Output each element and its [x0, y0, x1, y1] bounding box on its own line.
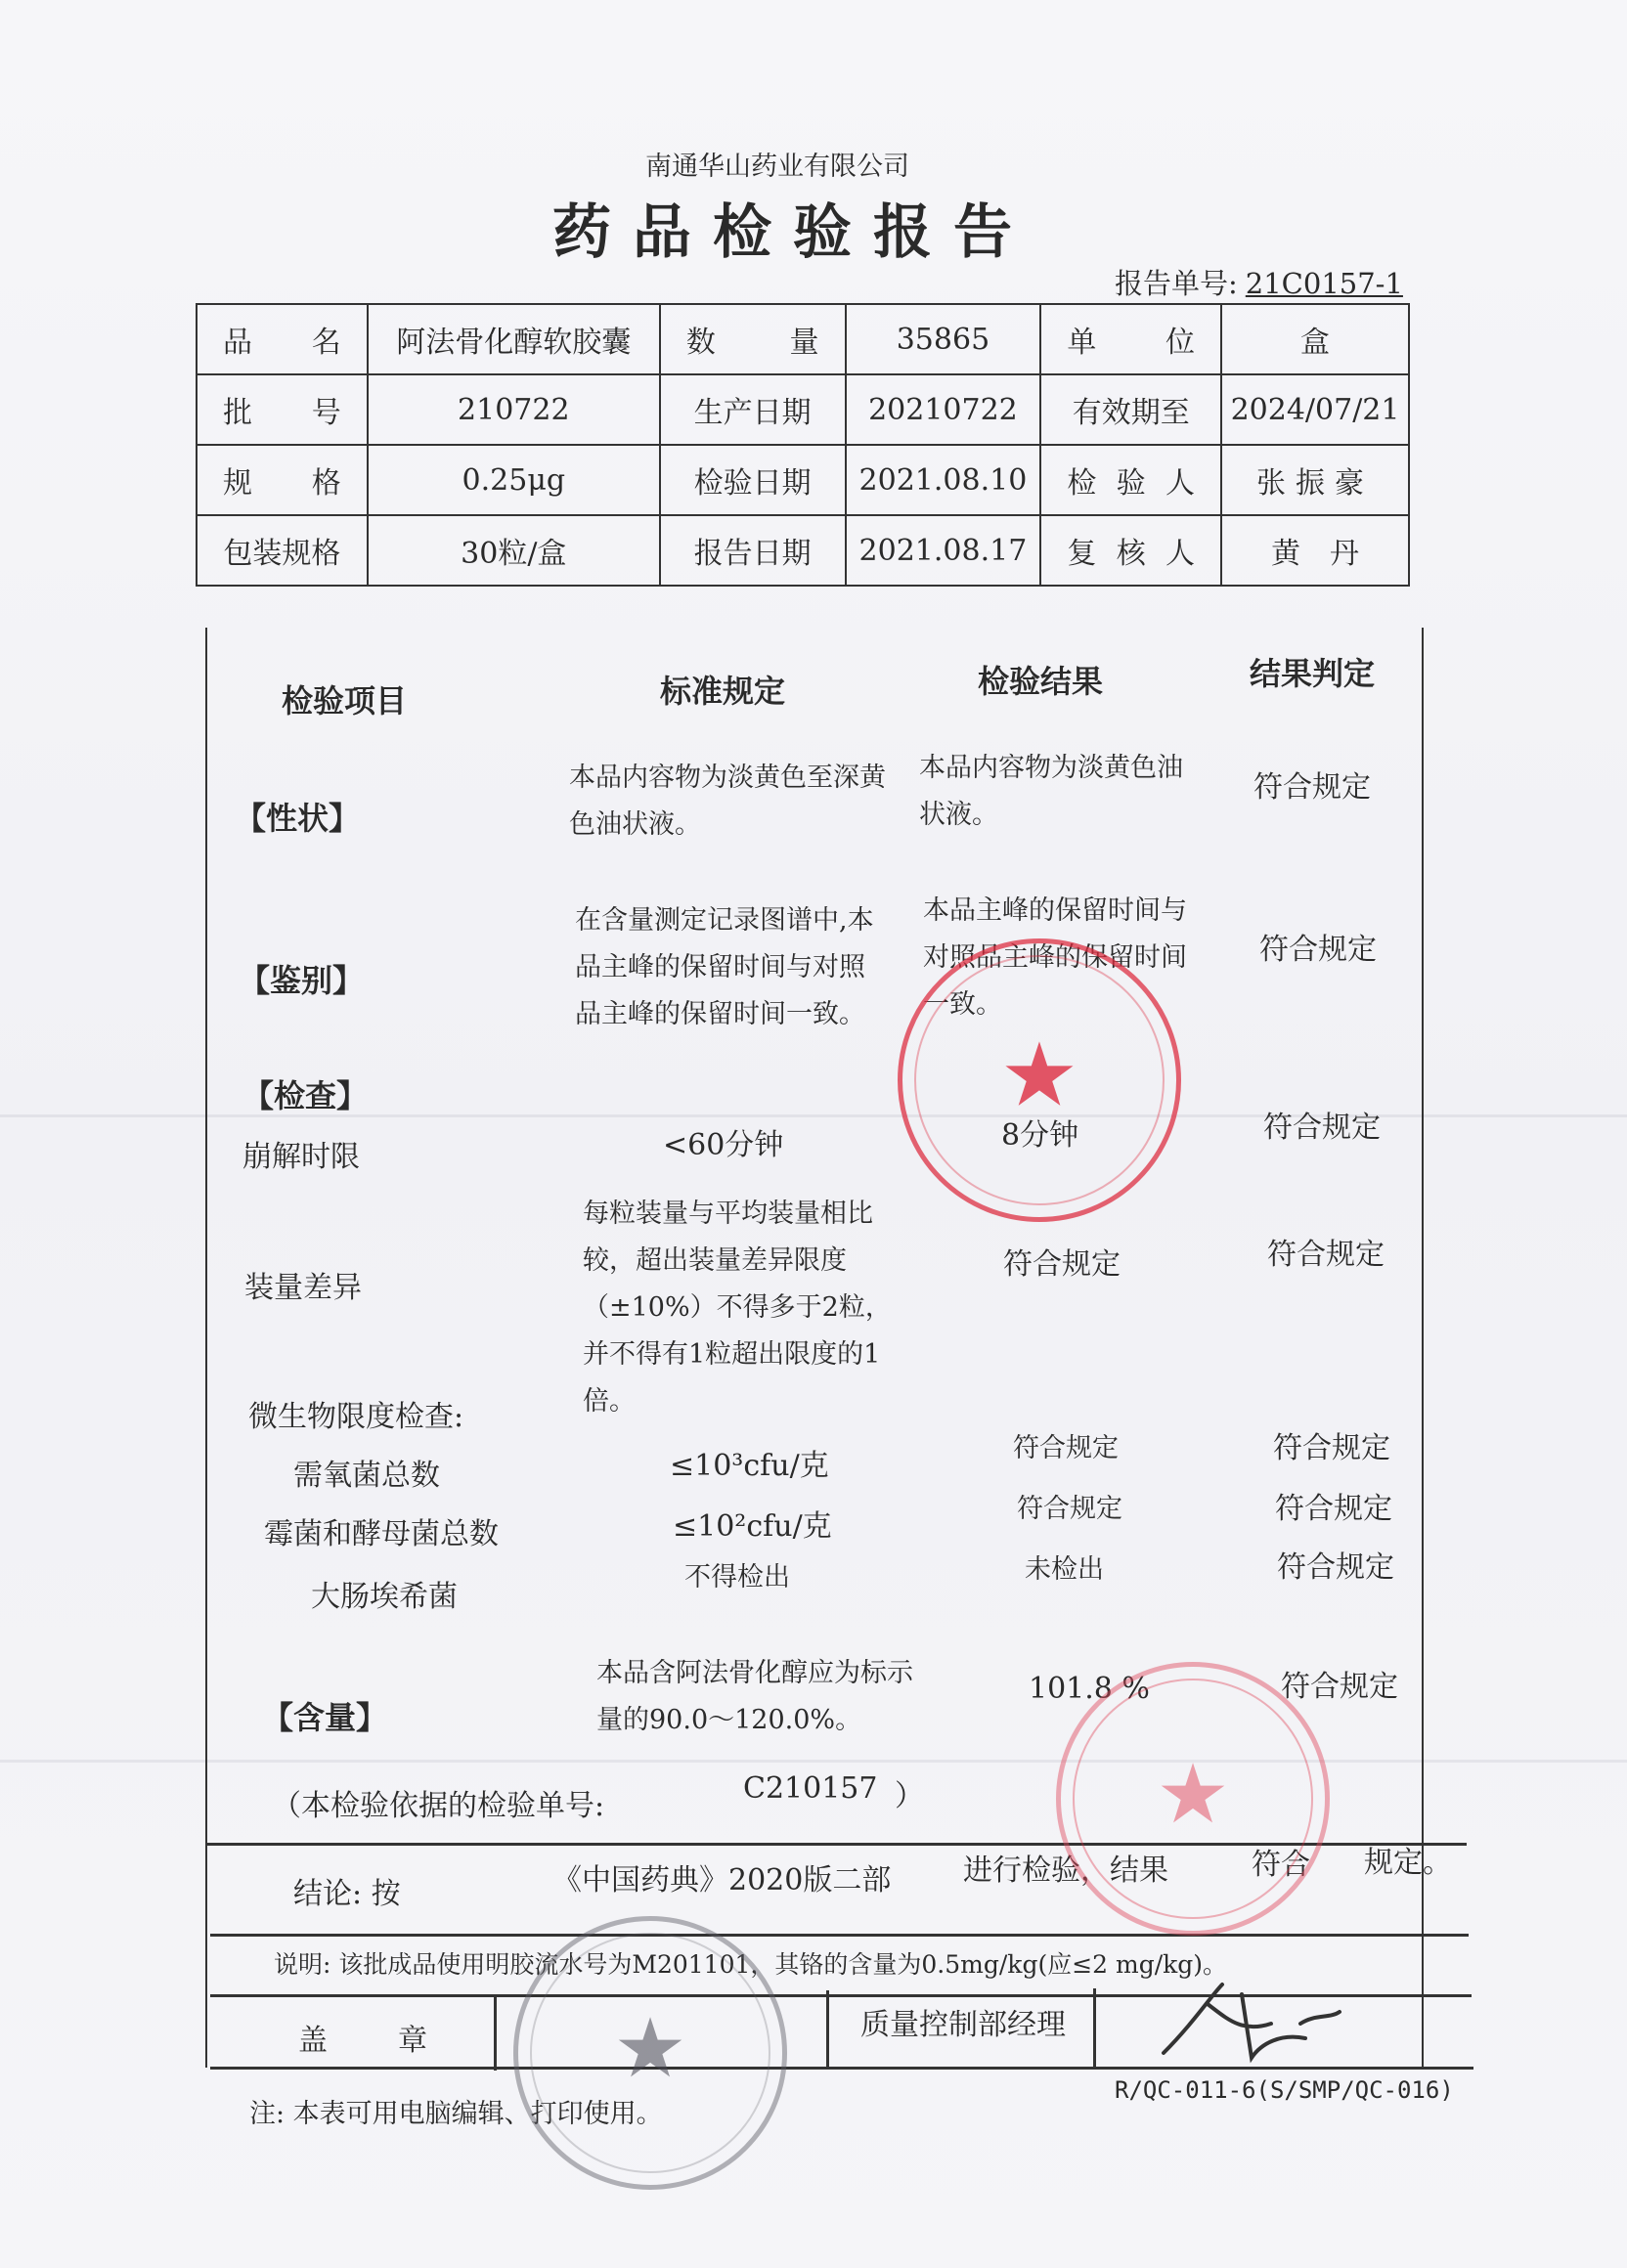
company-name: 南通华山药业有限公司 [645, 152, 909, 182]
judge-ecoli: 符合规定 [1277, 1550, 1394, 1585]
std-character: 本品内容物为淡黄色至深黄色油状液。 [569, 763, 886, 840]
report-number-label: 报告单号: [1115, 267, 1238, 300]
note-text: 说明: 该批成品使用明胶流水号为M201101，其铬的含量为0.5mg/kg(应≤2 mg/kg)。 [274, 1950, 1228, 1979]
package-value: 30粒/盒 [368, 515, 660, 586]
report-number-value: 21C0157-1 [1245, 267, 1403, 300]
std-mold-yeast: ≤10²cfu/克 [673, 1509, 832, 1544]
reviewer-label: 复核人 [1040, 515, 1221, 586]
result-fill-variation: 符合规定 [1003, 1247, 1121, 1282]
col-header-standard: 标准规定 [660, 673, 786, 710]
package-label: 包装规格 [197, 515, 368, 586]
judge-assay: 符合规定 [1281, 1670, 1398, 1704]
conclusion-middle: 进行检验，结果 [963, 1854, 1168, 1888]
header-row [197, 445, 1409, 515]
col-header-judgement: 结果判定 [1250, 655, 1376, 692]
item-identification: 【鉴别】 [239, 962, 365, 999]
std-aerobic: ≤10³cfu/克 [670, 1449, 829, 1483]
manager-signature [1134, 1965, 1369, 2072]
result-disintegration: 8分钟 [1001, 1118, 1079, 1153]
item-microbial: 微生物限度检查: [248, 1400, 464, 1434]
item-character: 【性状】 [235, 800, 361, 837]
col-header-item: 检验项目 [282, 682, 408, 720]
batch-label: 批 号 [197, 374, 368, 445]
expiry-value: 2024/07/21 [1221, 374, 1409, 445]
conclusion-standard: 《中国药典》2020版二部 [552, 1863, 892, 1897]
tester-value: 张振豪 [1221, 445, 1409, 515]
item-assay: 【含量】 [262, 1699, 388, 1736]
divider [826, 1990, 829, 2069]
unit-value: 盒 [1221, 304, 1409, 374]
test-date-label: 检验日期 [660, 445, 846, 515]
name-label: 品 名 [197, 304, 368, 374]
judge-mold-yeast: 符合规定 [1275, 1492, 1392, 1526]
std-assay: 本品含阿法骨化醇应为标示量的90.0～120.0%。 [596, 1658, 913, 1735]
unit-label: 单 位 [1040, 304, 1221, 374]
result-ecoli: 未检出 [1025, 1554, 1104, 1585]
header-info-table [196, 303, 1410, 587]
result-aerobic: 符合规定 [1013, 1433, 1119, 1463]
col-header-result: 检验结果 [978, 663, 1104, 700]
result-mold-yeast: 符合规定 [1017, 1494, 1122, 1524]
seal-label: 盖 章 [298, 2024, 431, 2058]
page-title: 药品检验报告 [552, 198, 1033, 267]
result-identification: 本品主峰的保留时间与对照品主峰的保留时间一致。 [923, 895, 1187, 1020]
header-row [197, 304, 1409, 374]
spec-label: 规 格 [197, 445, 368, 515]
header-row [197, 515, 1409, 586]
item-mold-yeast: 霉菌和酵母菌总数 [264, 1517, 499, 1551]
std-fill-variation: 每粒装量与平均装量相比较，超出装量差异限度（±10%）不得多于2粒，并不得有1粒超出限度的1倍。 [583, 1199, 892, 1417]
conclusion-end: 规定。 [1364, 1846, 1452, 1880]
item-fill-variation: 装量差异 [244, 1271, 362, 1305]
result-character: 本品内容物为淡黄色油状液。 [919, 753, 1183, 830]
judge-aerobic: 符合规定 [1273, 1431, 1390, 1465]
tester-label: 检验人 [1040, 445, 1221, 515]
judge-identification: 符合规定 [1259, 933, 1377, 967]
product-name: 阿法骨化醇软胶囊 [368, 304, 660, 374]
footer-note: 注: 本表可用电脑编辑、打印使用。 [249, 2099, 663, 2129]
item-aerobic: 需氧菌总数 [293, 1459, 440, 1493]
std-identification: 在含量测定记录图谱中,本品主峰的保留时间与对照品主峰的保留时间一致。 [575, 905, 874, 1029]
quantity-value: 35865 [846, 304, 1041, 374]
std-ecoli: 不得检出 [684, 1562, 790, 1592]
judge-fill-variation: 符合规定 [1267, 1238, 1385, 1272]
expiry-label: 有效期至 [1040, 374, 1221, 445]
divider [210, 1934, 1469, 1937]
divider [494, 1994, 497, 2071]
quantity-label: 数 量 [660, 304, 846, 374]
item-disintegration: 崩解时限 [242, 1140, 360, 1174]
seal-star-icon: ★ [999, 1024, 1079, 1127]
basis-close: ） [895, 1779, 924, 1813]
qc-manager-label: 质量控制部经理 [860, 2008, 1066, 2042]
production-date-value: 20210722 [846, 374, 1041, 445]
form-code: R/QC-011-6(S/SMP/QC-016) [1115, 2076, 1454, 2104]
report-date-label: 报告日期 [660, 515, 846, 586]
production-date-label: 生产日期 [660, 374, 846, 445]
result-assay: 101.8 % [1029, 1672, 1150, 1706]
spec-value: 0.25μg [368, 445, 660, 515]
header-row [197, 374, 1409, 445]
judge-character: 符合规定 [1253, 770, 1371, 805]
item-checks: 【检查】 [242, 1077, 369, 1114]
report-date-value: 2021.08.17 [846, 515, 1041, 586]
batch-value: 210722 [368, 374, 660, 445]
reviewer-value: 黄 丹 [1221, 515, 1409, 586]
red-company-seal [898, 938, 1181, 1222]
seal-star-icon: ★ [1156, 1746, 1230, 1843]
judge-disintegration: 符合规定 [1263, 1111, 1381, 1145]
conclusion-label: 结论: 按 [293, 1877, 401, 1911]
basis-label: （本检验依据的检验单号: [272, 1789, 605, 1823]
red-qc-seal [1056, 1662, 1330, 1936]
seal-star-icon: ★ [613, 2000, 687, 2097]
basis-number: C210157 [743, 1771, 878, 1806]
item-ecoli: 大肠埃希菌 [311, 1580, 458, 1614]
std-disintegration: <60分钟 [663, 1128, 784, 1162]
gray-company-seal [513, 1916, 787, 2190]
test-date-value: 2021.08.10 [846, 445, 1041, 515]
divider [1093, 1988, 1096, 2067]
report-number [1115, 262, 1403, 302]
conclusion-result: 符合 [1252, 1848, 1310, 1882]
